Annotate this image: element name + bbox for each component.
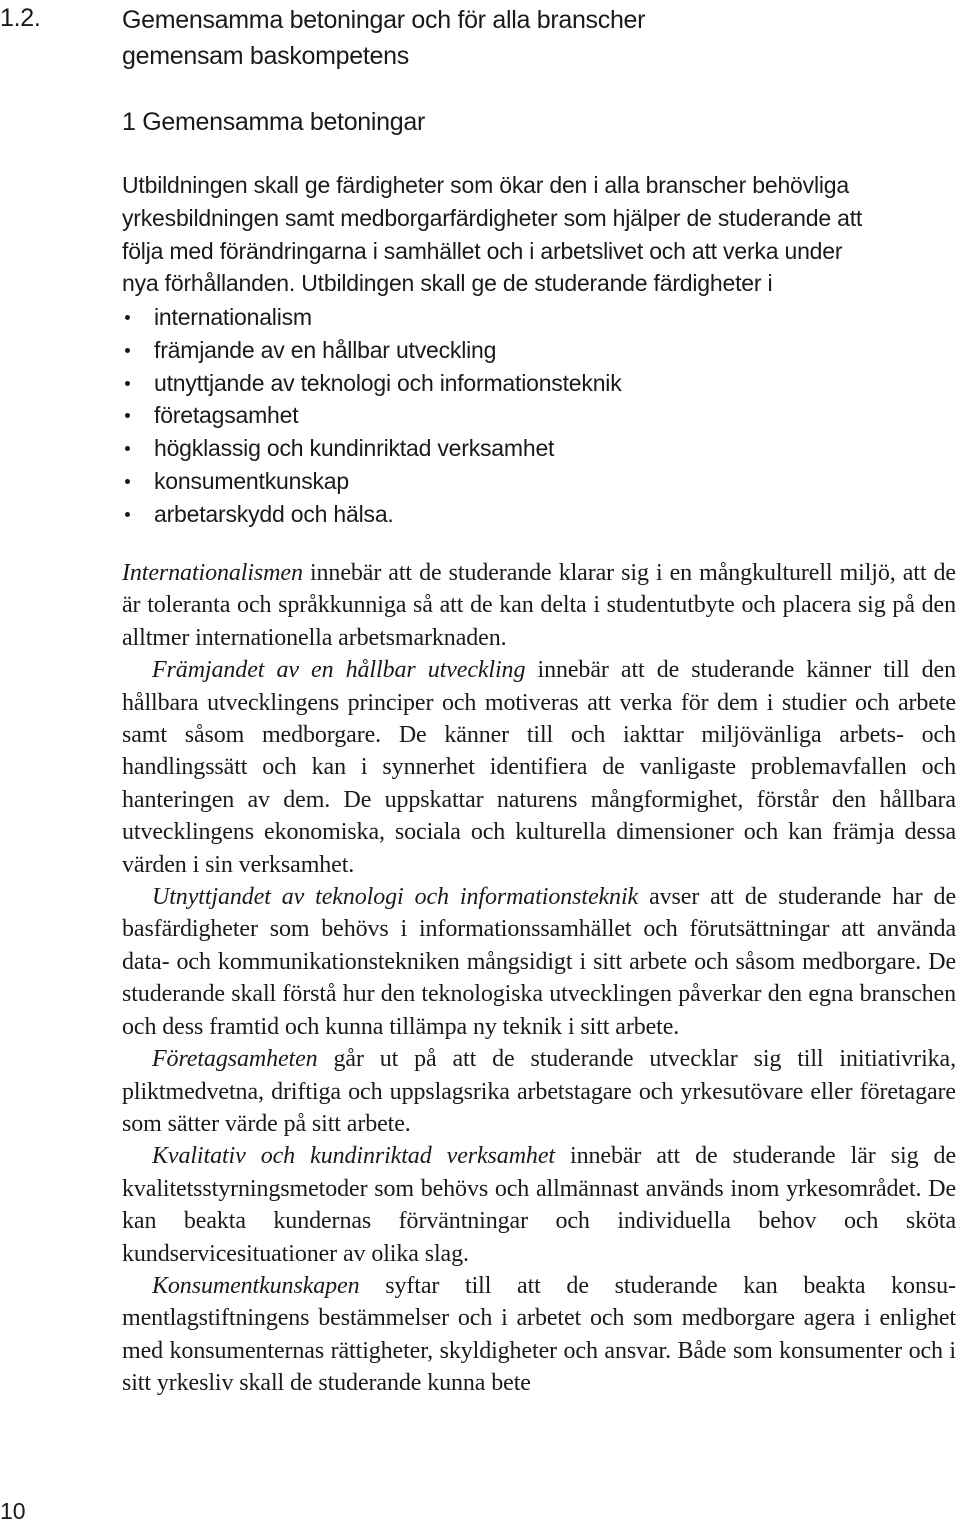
term-consumer: Konsumentkunskapen <box>152 1272 360 1299</box>
term-quality: Kvalitativ och kundinriktad verksamhet <box>152 1143 555 1170</box>
paragraph-technology <box>122 881 956 1043</box>
term-sustainable-development: Främjandet av en hållbar utveckling <box>152 657 526 684</box>
page-number: 10 <box>0 1498 26 1524</box>
paragraph-sustainable-development <box>122 654 956 881</box>
bullet-item: utnyttjande av teknologi och informationsteknik <box>122 367 622 400</box>
paragraph-quality <box>122 1140 956 1270</box>
bullet-item: arbetarskydd och hälsa. <box>122 498 622 531</box>
skills-bullet-list <box>122 301 622 531</box>
paragraph-text: avser att de studerande har de basfärdigheter som behövs i informationssamhället och förutsättningar att använda data- och kommunikationstekniken mångsidigt i sitt arbete och såsom medborgare. De studerande skall förstå hur den teknologiska utvecklingen påverkar den egna branschen och dess framtid och kunna tillämpa ny teknik i sitt arbete. <box>122 884 956 1040</box>
paragraph-text: innebär att de studerande lär sig de kvalitetsstyrningsmetoder som behövs och allmännast används inom yrkesområdet. De kan beakta kundernas förväntningar och individuella behov och sköta kundservicesituationer av olika slag. <box>122 1143 956 1267</box>
term-entrepreneurship: Företagsamheten <box>152 1046 318 1073</box>
intro-paragraph <box>122 169 958 300</box>
body-text <box>122 557 956 1400</box>
intro-line: nya förhållanden. Utbildingen skall ge de studerande färdigheter i <box>122 270 773 297</box>
paragraph-text: innebär att de studerande känner till den hållbara utvecklingens principer och motiveras att verka för dem i studier och arbete samt såsom medborgare. De känner till och iakttar miljövänliga arbets- och handlingssätt och kan i synnerhet identifiera de vanligaste problemavfallen och hanteringen av dem. De uppskattar naturens mångformighet, förstår den hållbara utvecklingens ekonomiska, sociala och kulturella dimensioner och kan främja dessa värden i sin verksamhet. <box>122 657 956 878</box>
intro-line: följa med förändringarna i samhället och i arbetslivet och att verka under <box>122 237 843 264</box>
intro-line: Utbildningen skall ge färdigheter som ökar den i alla branscher behövliga <box>122 172 849 198</box>
intro-line: yrkesbildningen samt medborgarfärdigheter som hjälper de studerande att <box>122 204 863 231</box>
paragraph-consumer <box>122 1270 956 1400</box>
subsection-heading: 1 Gemensamma betoningar <box>122 108 425 136</box>
bullet-item: företagsamhet <box>122 399 622 432</box>
bullet-item: främjande av en hållbar utveckling <box>122 334 622 367</box>
section-heading-line: gemensam baskompetens <box>122 42 409 70</box>
paragraph-internationalism <box>122 557 956 654</box>
paragraph-text: innebär att de studerande klarar sig i en mångkulturell miljö, att de är toleranta och språkkunniga så att de kan delta i studentutbyte och placera sig på den alltmer internationella arbetsmarknaden. <box>122 560 956 651</box>
term-technology: Utnyttjandet av teknologi och informationsteknik <box>152 884 639 911</box>
term-internationalism: Internationalismen <box>122 560 303 586</box>
paragraph-text: går ut på att de studerande utvecklar sig till initiativrika, pliktmedvetna, driftiga och uppslagsrika arbetstagare och yrkesutövare eller företagare som sätter värde på sitt arbete. <box>122 1046 956 1137</box>
section-heading <box>122 2 942 74</box>
bullet-item: högklassig och kundinriktad verksamhet <box>122 432 622 465</box>
section-heading-line: Gemensamma betoningar och för alla branscher <box>122 6 646 34</box>
paragraph-text: syftar till att de studerande kan beakta konsumentlagstiftningens bestämmelser och i arbetet och som medborgare agera i enlighet med konsumenternas rättigheter, skyldigheter och ansvar. Både som konsumenter och i sitt yrkesliv skall de studerande kunna bete <box>122 1272 956 1397</box>
bullet-item: internationalism <box>122 301 622 334</box>
paragraph-entrepreneurship <box>122 1043 956 1140</box>
bullet-item: konsumentkunskap <box>122 465 622 498</box>
section-number: 1.2. <box>0 4 41 32</box>
